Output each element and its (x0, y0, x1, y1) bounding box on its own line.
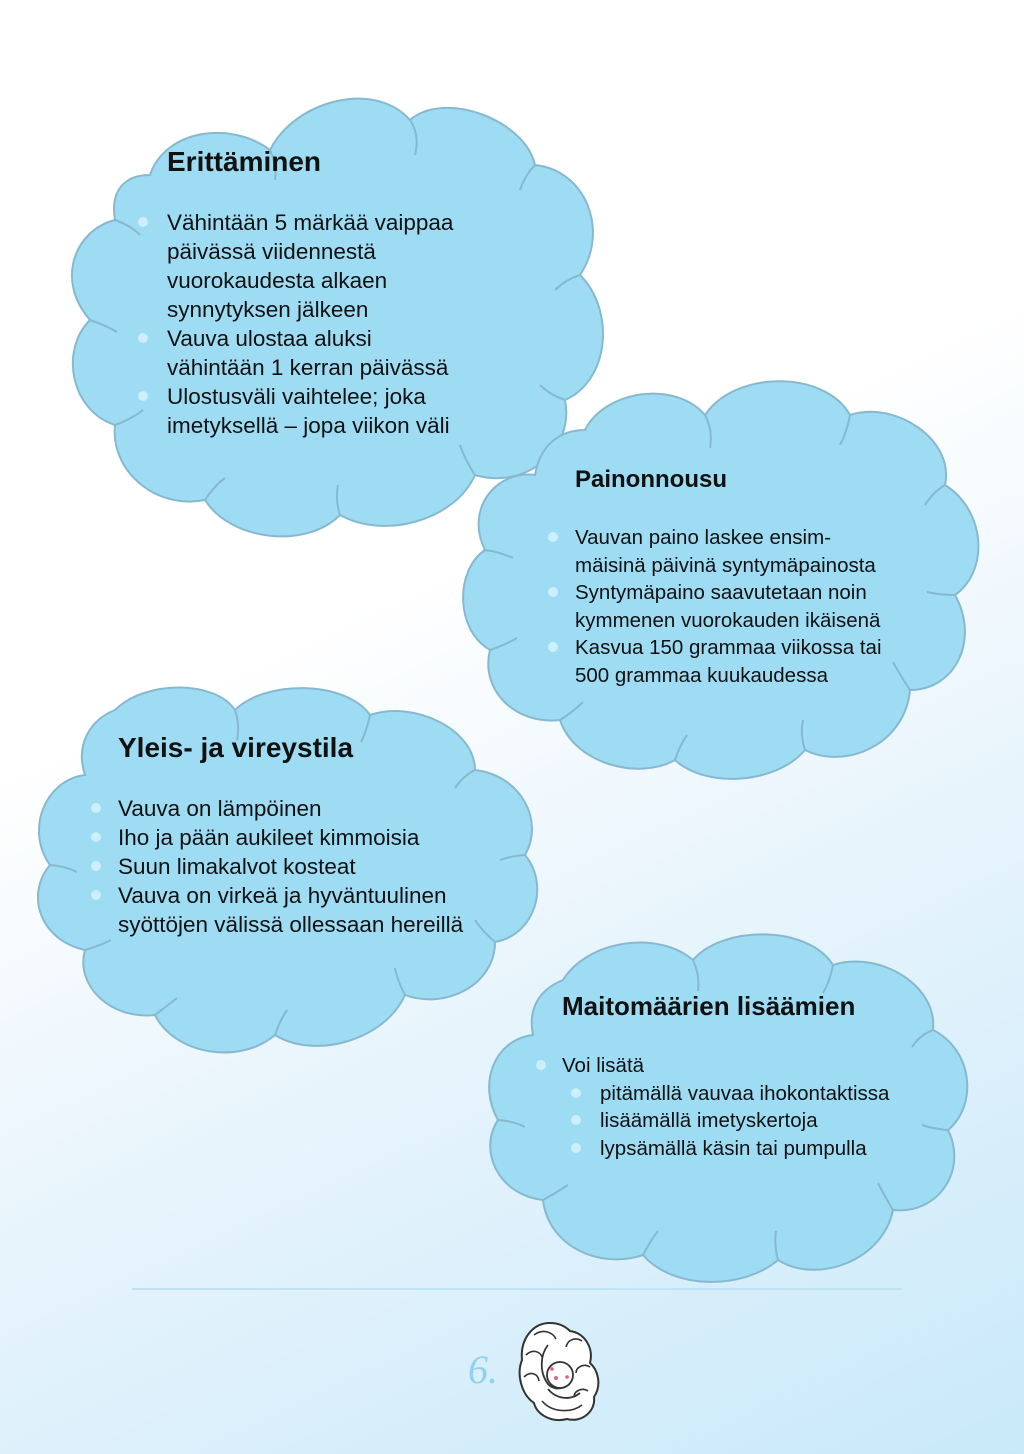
sub-bullet-list (562, 1080, 962, 1163)
bullet-list (575, 524, 975, 689)
bullet-dot (548, 642, 558, 652)
bullet-list (118, 794, 538, 939)
bullet-dot (548, 587, 558, 597)
bullet-dot (571, 1143, 581, 1153)
cloud-maitomaarien-lisaamien (478, 925, 973, 1285)
footer-divider (132, 1288, 902, 1290)
list-item-text: Voi lisätä (562, 1054, 645, 1077)
bullet-dot (91, 832, 101, 842)
bullet-dot (138, 217, 148, 227)
bullet-list (562, 1052, 962, 1162)
bullet-dot (536, 1060, 546, 1070)
list-item (167, 208, 567, 324)
list-item-text: Syntymäpaino saavutetaan noin kymmenen vuorokauden ikäisenä (575, 581, 881, 632)
list-item (118, 852, 538, 881)
list-item-text: Vauva on lämpöinen (118, 796, 322, 821)
bullet-dot (571, 1115, 581, 1125)
list-item (118, 881, 538, 939)
cloud-title: Erittäminen (167, 146, 322, 177)
list-item (575, 634, 975, 689)
cloud-title: Maitomäärien lisäämien (562, 991, 856, 1021)
list-item-text: Vauva ulostaa aluksi vähintään 1 kerran päivässä (167, 326, 449, 380)
sub-list-item (600, 1107, 962, 1135)
bullet-dot (91, 890, 101, 900)
list-item (575, 524, 975, 579)
list-item (118, 823, 538, 852)
list-item-text: Vauvan paino laskee ensim- mäisinä päivinä syntymäpainosta (575, 526, 876, 577)
bullet-dot (138, 333, 148, 343)
list-item (562, 1052, 962, 1162)
list-item-text: Vauva on virkeä ja hyväntuulinen syöttöjen välissä ollessaan hereillä (118, 883, 464, 937)
bullet-dot (91, 861, 101, 871)
cloud-content (562, 991, 962, 1162)
bullet-dot (138, 391, 148, 401)
sub-list-item-text: pitämällä vauvaa ihokontaktissa (600, 1081, 890, 1105)
list-item (575, 579, 975, 634)
bullet-dot (548, 532, 558, 542)
list-item-text: Suun limakalvot kosteat (118, 854, 356, 879)
sub-list-item (600, 1135, 962, 1163)
list-item-text: Ulostusväli vaihtelee; joka imetyksellä – jopa viikon väli (167, 384, 450, 438)
sub-list-item (600, 1080, 962, 1108)
list-item-text: Iho ja pään aukileet kimmoisia (118, 825, 420, 850)
sub-list-item-text: lypsämällä käsin tai pumpulla (600, 1136, 867, 1160)
list-item-text: Vähintään 5 märkää vaippaa päivässä viidennestä vuorokaudesta alkaen synnytyksen jälkeen (167, 210, 454, 322)
page-number: 6. (468, 1347, 498, 1392)
cloud-content (575, 466, 975, 689)
bullet-dot (571, 1088, 581, 1098)
list-item (118, 794, 538, 823)
bullet-dot (91, 803, 101, 813)
cloud-yleis-ja-vireystila (25, 680, 545, 1060)
list-item-text: Kasvua 150 grammaa viikossa tai 500 grammaa kuukaudessa (575, 636, 882, 687)
cloud-title: Painonnousu (575, 466, 727, 493)
cloud-title: Yleis- ja vireystila (118, 732, 354, 763)
mother-and-baby-logo-icon (512, 1315, 602, 1425)
sub-list-item-text: lisäämällä imetyskertoja (600, 1109, 818, 1132)
cloud-content (118, 732, 538, 939)
